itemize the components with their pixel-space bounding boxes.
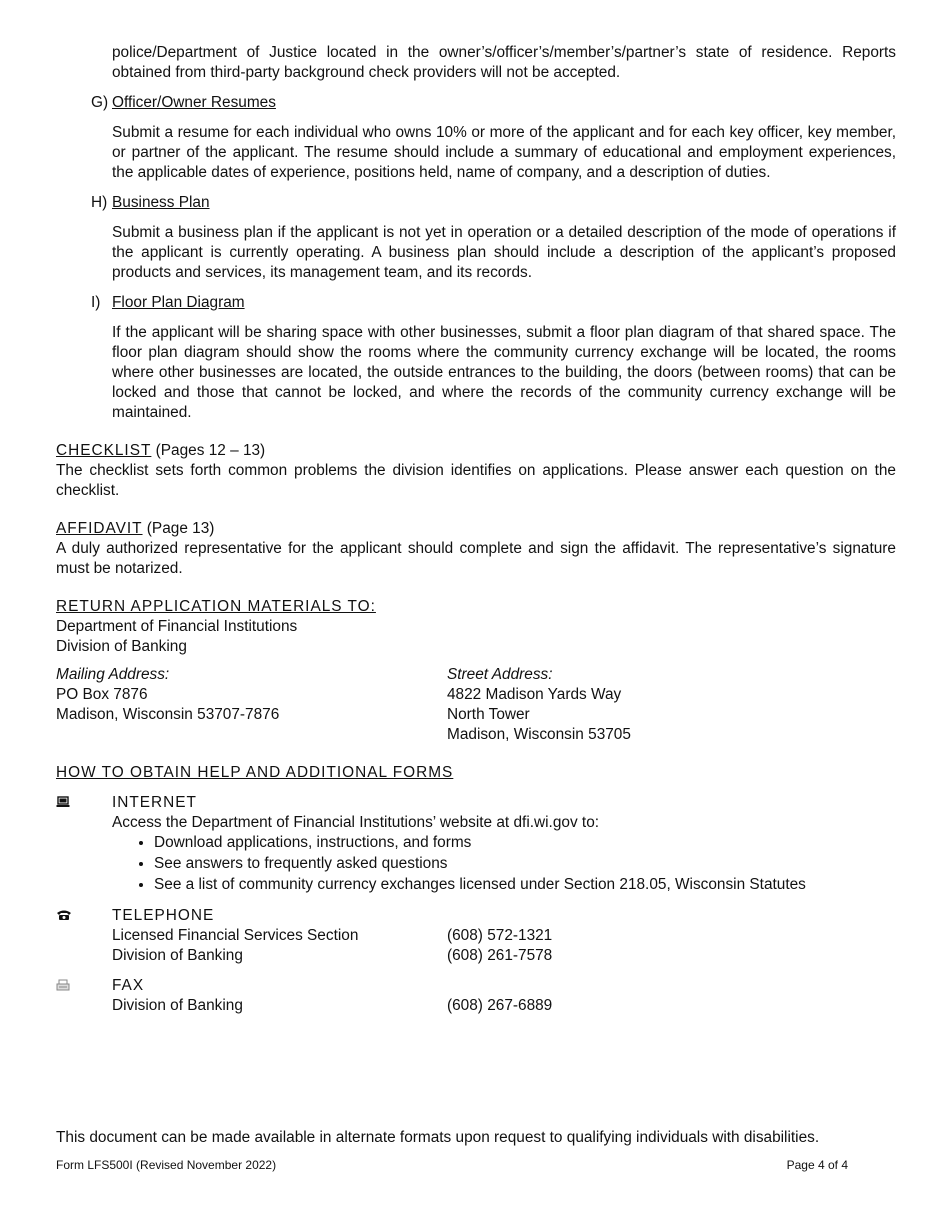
phone-number: (608) 261-7578 [447,947,553,964]
fax-block [56,976,896,1016]
internet-intro: Access the Department of Financial Institutions’ website at dfi.wi.gov to: [112,814,600,831]
mailing-line: PO Box 7876 [56,686,148,703]
document-page [56,43,896,1016]
return-heading: RETURN APPLICATION MATERIALS TO: [56,598,376,615]
street-label: Street Address: [447,666,553,683]
internet-block [56,793,896,896]
affidavit-heading: AFFIDAVIT [56,520,143,537]
fax-icon [56,976,112,1016]
item-g [56,93,896,183]
item-h [56,193,896,283]
accessibility-note: This document can be made available in alternate formats upon request to qualifying individuals with disabilities. [56,1129,820,1146]
list-item: • Download applications, instructions, and forms [154,833,896,853]
checklist-body: The checklist sets forth common problems the division identifies on applications. Please answer each question on the checklist. [56,462,896,499]
affidavit-body: A duly authorized representative for the applicant should complete and sign the affidavit. The representative’s signature must be notarized. [56,540,896,577]
item-title: Floor Plan Diagram [112,294,245,311]
item-title: Business Plan [112,194,210,211]
affidavit-pages: (Page 13) [142,520,215,537]
street-address [447,665,631,745]
item-title: Officer/Owner Resumes [112,94,276,111]
return-section [56,597,896,745]
fax-title: FAX [112,977,145,994]
item-letter: H) [91,194,108,211]
fax-row [112,996,896,1016]
mailing-line: Madison, Wisconsin 53707-7876 [56,706,280,723]
return-division: Division of Banking [56,638,187,655]
page-number: Page 4 of 4 [786,1158,848,1172]
mailing-label: Mailing Address: [56,666,170,683]
list-item: • See answers to frequently asked questions [154,854,896,874]
list-item: • See a list of community currency exchanges licensed under Section 218.05, Wisconsin Statutes [154,875,896,895]
mailing-address [56,665,447,745]
item-body: If the applicant will be sharing space with other businesses, submit a floor plan diagram of that shared space. The floor plan diagram should show the rooms where the community currency exchange will be located, the rooms where other businesses are located, the outside entrances to the building, the doors (between rooms) that can be locked and those that cannot be locked, and where the records of the community currency exchange will be maintained. [112,324,896,421]
item-i [56,293,896,423]
item-body: Submit a business plan if the applicant is not yet in operation or a detailed description of the mode of operations if the applicant is currently operating. A business plan should include a description of the applicant’s proposed products and services, its management team, and its records. [112,224,896,281]
phone-label: Licensed Financial Services Section [112,927,359,944]
item-body: Submit a resume for each individual who owns 10% or more of the applicant and for each key officer, key member, or partner of the applicant. The resume should include a summary of educational and employment experiences, the applicable dates of experience, positions held, name of company, and a description of duties. [112,124,896,181]
affidavit-section [56,519,896,579]
fax-label: Division of Banking [112,997,243,1014]
checklist-section [56,441,896,501]
help-heading: HOW TO OBTAIN HELP AND ADDITIONAL FORMS [56,764,454,781]
street-line: 4822 Madison Yards Way [447,686,622,703]
form-number: Form LFS500I (Revised November 2022) [56,1158,277,1172]
computer-icon [56,793,112,896]
internet-title: INTERNET [112,794,197,811]
phone-label: Division of Banking [112,947,243,964]
help-section [56,763,896,1016]
checklist-pages: (Pages 12 – 13) [151,442,266,459]
address-block [56,665,896,745]
item-letter: I) [91,294,101,311]
telephone-icon [56,906,112,966]
fax-number: (608) 267-6889 [447,997,553,1014]
street-line: Madison, Wisconsin 53705 [447,726,631,743]
checklist-heading: CHECKLIST [56,442,152,459]
return-org: Department of Financial Institutions [56,618,298,635]
continuation-paragraph: police/Department of Justice located in the owner’s/officer’s/member’s/partner’s state of residence. Reports obtained from third-party background check providers will not be accepted. [112,44,896,81]
phone-number: (608) 572-1321 [447,927,553,944]
phone-row [112,926,896,946]
internet-bullets [112,833,896,895]
street-line: North Tower [447,706,530,723]
page-footer [56,1155,848,1175]
item-letter: G) [91,94,109,111]
telephone-block [56,906,896,966]
telephone-title: TELEPHONE [112,907,215,924]
phone-row [112,946,896,966]
